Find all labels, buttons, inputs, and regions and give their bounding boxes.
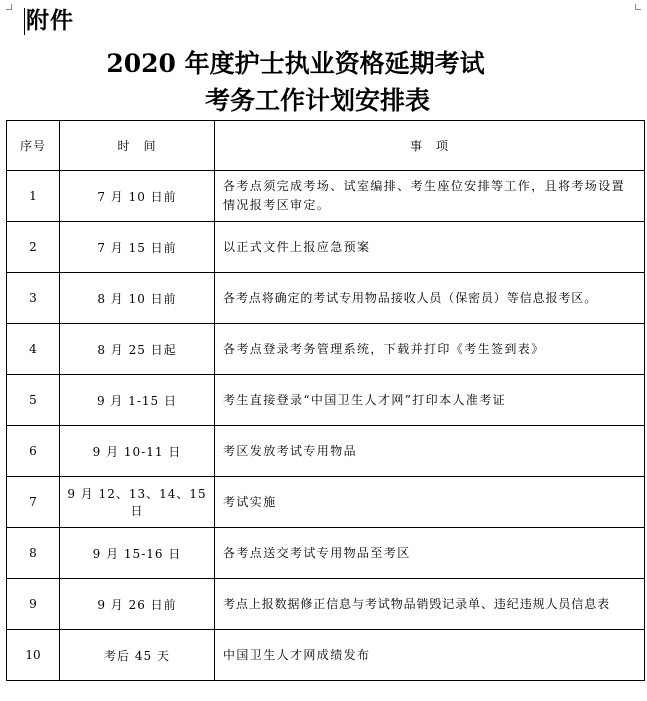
table-row <box>7 324 645 375</box>
text-cursor <box>24 8 25 35</box>
row-time: 9 月 12、13、14、15 日 <box>60 477 215 528</box>
table-row <box>7 477 645 528</box>
row-item: 各考点送交考试专用物品至考区 <box>215 528 645 579</box>
row-item: 以正式文件上报应急预案 <box>215 222 645 273</box>
table-row <box>7 171 645 222</box>
row-number: 6 <box>7 426 60 477</box>
row-time: 7 月 15 日前 <box>60 222 215 273</box>
header-time: 时 间 <box>60 121 215 171</box>
table-row <box>7 375 645 426</box>
row-time: 7 月 10 日前 <box>60 171 215 222</box>
row-item: 各考点将确定的考试专用物品接收人员（保密员）等信息报考区。 <box>215 273 645 324</box>
page-corner-mark-right <box>635 4 641 10</box>
table-row <box>7 630 645 681</box>
page-corner-mark-left <box>6 4 12 10</box>
table-row <box>7 222 645 273</box>
attachment-label: 附件 <box>26 7 74 34</box>
row-time: 8 月 25 日起 <box>60 324 215 375</box>
row-item: 考试实施 <box>215 477 645 528</box>
row-time: 考后 45 天 <box>60 630 215 681</box>
row-number: 3 <box>7 273 60 324</box>
row-item: 考点上报数据修正信息与考试物品销毁记录单、违纪违规人员信息表 <box>215 579 645 630</box>
row-time: 9 月 1-15 日 <box>60 375 215 426</box>
row-item: 中国卫生人才网成绩发布 <box>215 630 645 681</box>
document-title-line-2: 考务工作计划安排表 <box>204 86 430 115</box>
header-item: 事 项 <box>215 121 645 171</box>
table-row <box>7 273 645 324</box>
table-header-row <box>7 121 645 171</box>
row-item: 各考点登录考务管理系统，下载并打印《考生签到表》 <box>215 324 645 375</box>
row-number: 4 <box>7 324 60 375</box>
row-number: 1 <box>7 171 60 222</box>
row-item: 考区发放考试专用物品 <box>215 426 645 477</box>
document-title-line-1: 2020 年度护士执业资格延期考试 <box>106 49 485 78</box>
row-number: 7 <box>7 477 60 528</box>
row-number: 8 <box>7 528 60 579</box>
row-number: 10 <box>7 630 60 681</box>
row-time: 9 月 10-11 日 <box>60 426 215 477</box>
table-row <box>7 426 645 477</box>
schedule-table <box>6 120 645 681</box>
header-no: 序号 <box>7 121 60 171</box>
row-number: 2 <box>7 222 60 273</box>
table-row <box>7 579 645 630</box>
row-number: 9 <box>7 579 60 630</box>
row-number: 5 <box>7 375 60 426</box>
row-item: 各考点须完成考场、试室编排、考生座位安排等工作，且将考场设置情况报考区审定。 <box>215 171 645 222</box>
row-time: 8 月 10 日前 <box>60 273 215 324</box>
row-time: 9 月 15-16 日 <box>60 528 215 579</box>
row-item: 考生直接登录“中国卫生人才网”打印本人准考证 <box>215 375 645 426</box>
table-row <box>7 528 645 579</box>
row-time: 9 月 26 日前 <box>60 579 215 630</box>
